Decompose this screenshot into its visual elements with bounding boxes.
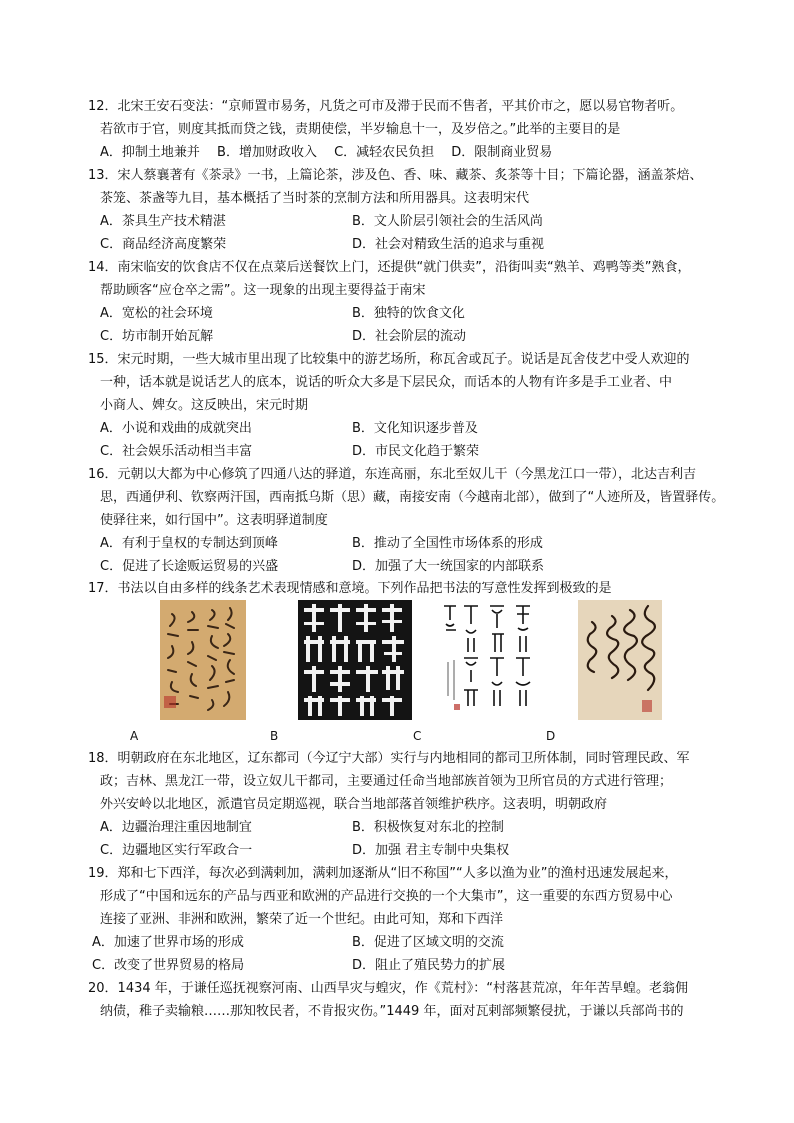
q14-stem-line-2: 帮助顾客“应仓卒之需”。这一现象的出现主要得益于南宋 [100, 283, 426, 298]
q13-option-a: A．茶具生产技术精湛 [100, 214, 226, 229]
q18-stem-line-3: 外兴安岭以北地区，派遣官员定期巡视，联合当地部落首领维护秩序。这表明，明朝政府 [100, 797, 608, 812]
q19-stem-line-2: 形成了“中国和远东的产品与西亚和欧洲的产品进行交换的一个大集市”，这一重要的东西方贸易中心 [100, 889, 673, 904]
q13-option-d: D．社会对精致生活的追求与重视 [352, 237, 545, 252]
q13-stem-line-2: 茶笼、茶盏等九目，基本概括了当时茶的烹制方法和所用器具。这表明宋代 [100, 191, 530, 206]
image-label-c: C [413, 729, 422, 743]
q14-option-a: A．宽松的社会环境 [100, 306, 213, 321]
q19-stem-line-1: 19．郑和七下西洋，每次必到满剌加，满剌加逐渐从“旧不称国”“人多以渔为业”的渔村迅速发展起来， [88, 866, 678, 881]
q12-options: A．抑制土地兼并 B．增加财政收入 C．减轻农民负担 D．限制商业贸易 [100, 145, 553, 160]
q18-option-c: C．边疆地区实行军政合一 [100, 843, 253, 858]
image-label-d: D [546, 729, 556, 743]
q19-option-b: B．促进了区域文明的交流 [352, 935, 504, 950]
q15-stem-line-3: 小商人、婢女。这反映出，宋元时期 [100, 398, 309, 413]
q15-option-c: C．社会娱乐活动相当丰富 [100, 444, 253, 459]
q18-stem-line-2: 政；吉林、黑龙江一带，设立奴儿干都司，主要通过任命当地部族首领为卫所官员的方式进行管理； [100, 774, 673, 789]
q14-option-d: D．社会阶层的流动 [352, 329, 467, 344]
q18-option-d: D．加强 君主专制中央集权 [352, 843, 510, 858]
q16-option-a: A．有利于皇权的专制达到顶峰 [100, 536, 278, 551]
q15-stem-line-2: 一种，话本就是说话艺人的底本，说话的听众大多是下层民众，而话本的人物有许多是手工业者、中 [100, 375, 673, 390]
q19-option-c: C．改变了世界贸易的格局 [92, 958, 245, 973]
q15-option-d: D．市民文化趋于繁荣 [352, 444, 480, 459]
q17-stem: 17．书法以自由多样的线条艺术表现情感和意境。下列作品把书法的写意性发挥到极致的是 [88, 581, 612, 596]
image-label-a: A [130, 729, 139, 743]
q13-stem-line-1: 13．宋人蔡襄著有《茶录》一书，上篇论茶，涉及色、香、味、藏茶、炙茶等十目；下篇论器，涵盖茶焙、 [88, 168, 703, 183]
q15-stem-line-1: 15．宋元时期，一些大城市里出现了比较集中的游艺场所，称瓦舍或瓦子。说话是瓦舍伎艺中受人欢迎的 [88, 352, 690, 367]
q16-stem-line-1: 16．元朝以大都为中心修筑了四通八达的驿道，东连高丽，东北至奴儿干（今黑龙江口一带），北达吉利吉 [88, 467, 697, 482]
q16-option-d: D．加强了大一统国家的内部联系 [352, 559, 545, 574]
q20-stem-line-1: 20．1434 年，于谦任巡抚视察河南、山西旱灾与蝗灾，作《荒村》：“村落甚荒凉，年年苦旱蝗。老翁佣 [88, 981, 688, 996]
q19-option-a: A．加速了世界市场的形成 [92, 935, 244, 950]
q16-option-c: C．促进了长途贩运贸易的兴盛 [100, 559, 279, 574]
q12-stem-line-1: 12．北宋王安石变法：“京师置市易务，凡货之可市及滞于民而不售者，平其价市之，愿以易官物者听。 [88, 99, 684, 114]
q20-stem-line-2: 纳债，稚子卖输粮……那知牧民者，不肯报灾伤。”1449 年，面对瓦剌部频繁侵扰，于谦以兵部尚书的 [100, 1004, 684, 1019]
q14-stem-line-1: 14．南宋临安的饮食店不仅在点菜后送餐饮上门，还提供“就门供卖”，沿街叫卖“熟羊、鸡鸭等类”熟食， [88, 260, 691, 275]
q12-stem-line-2: 若欲市于官，则度其抵而贷之钱，责期使偿，半岁输息十一，及岁倍之。”此举的主要目的是 [100, 122, 621, 137]
q13-option-c: C．商品经济高度繁荣 [100, 237, 227, 252]
q15-option-a: A．小说和戏曲的成就突出 [100, 421, 252, 436]
q18-option-b: B．积极恢复对东北的控制 [352, 820, 504, 835]
q18-stem-line-1: 18．明朝政府在东北地区，辽东都司（今辽宁大部）实行与内地相同的都司卫所体制，同时管理民政、军 [88, 751, 690, 766]
q16-stem-line-2: 思，西通伊利、钦察两汗国，西南抵乌斯（思）藏，南接安南（今越南北部），做到了“人迹所及，皆置驿传。 [100, 490, 725, 505]
q13-option-b: B．文人阶层引领社会的生活风尚 [352, 214, 543, 229]
image-label-b: B [270, 729, 279, 743]
calligraphy-image-a [160, 600, 246, 720]
q14-option-b: B．独特的饮食文化 [352, 306, 465, 321]
calligraphy-image-c [440, 600, 538, 720]
q19-option-d: D．阻止了殖民势力的扩展 [352, 958, 506, 973]
q16-stem-line-3: 使驿往来，如行国中”。这表明驿道制度 [100, 513, 328, 528]
calligraphy-image-b [298, 600, 412, 720]
q15-option-b: B．文化知识逐步普及 [352, 421, 478, 436]
calligraphy-image-d [578, 600, 662, 720]
q19-stem-line-3: 连接了亚洲、非洲和欧洲，繁荣了近一个世纪。由此可知，郑和下西洋 [100, 912, 504, 927]
q18-option-a: A．边疆治理注重因地制宜 [100, 820, 252, 835]
q14-option-c: C．坊市制开始瓦解 [100, 329, 214, 344]
q16-option-b: B．推动了全国性市场体系的形成 [352, 536, 543, 551]
